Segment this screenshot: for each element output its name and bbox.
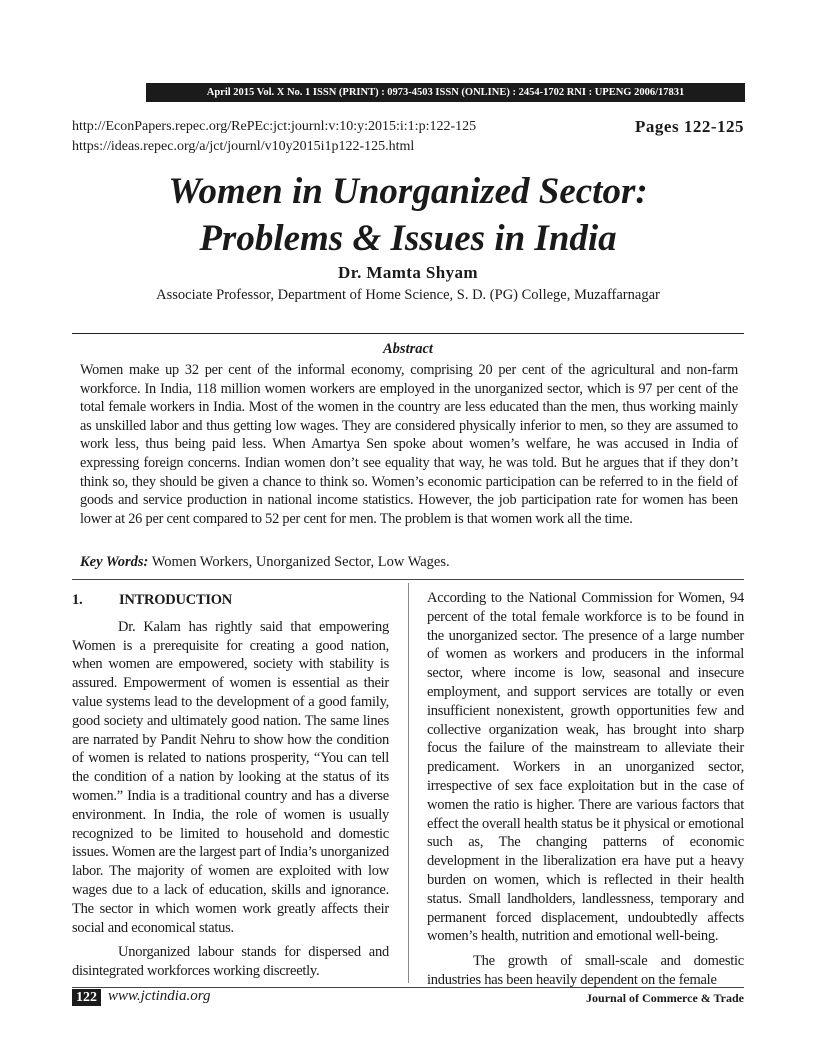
section-number: 1. — [72, 592, 83, 608]
section-heading — [72, 591, 389, 610]
top-divider — [72, 333, 744, 334]
abstract-heading: Abstract — [383, 341, 433, 357]
page-range: Pages 122-125 — [635, 117, 744, 136]
website-link[interactable]: www.jctindia.org — [108, 988, 211, 1004]
right-column — [427, 589, 744, 990]
author-name: Dr. Mamta Shyam — [338, 263, 478, 282]
keywords — [80, 554, 450, 571]
intro-paragraph-1: Dr. Kalam has rightly said that empowering Women is a prerequisite for creating a good nation, when women are empowered, society with stability is assured. Empowerment of women is essential as their value systems lead to the development of a good family, good society and ultimately good nation. The same lines are narrated by Pandit Nehru to show how the condition of women is related to nations prosperity, “You can tell the condition of a nation by looking at the status of its women.” India is a traditional country and has a diverse environment. In India, the role of women is usually recognized to be limited to household and domestic issues. Women are the largest part of India’s unorganized labor. The majority of women are exploited with low wages due to a lack of education, skills and ignorance. The sector in which women work greatly affects their social and economical status. — [72, 618, 389, 936]
econpapers-link[interactable]: http://EconPapers.repec.org/RePEc:jct:journl:v:10:y:2015:i:1:p:122-125 — [72, 119, 477, 134]
article-title — [72, 168, 744, 262]
keywords-label: Key Words: — [80, 554, 149, 570]
author-affiliation: Associate Professor, Department of Home Science, S. D. (PG) College, Muzaffarnagar — [156, 287, 660, 303]
abstract-text: Women make up 32 per cent of the informal economy, comprising 20 per cent of the agricultural and non-farm workforce. In India, 118 million women workers are employed in the unorganized sector, which is 97 per cent of the total female workers in India. Most of the women in the country are less educated than the men, thus working mainly as unskilled labor and thus getting low wages. They are considered physically inferior to men, so they are assumed to work less, thus being paid less. When Amartya Sen spoke about women’s welfare, he was accused in India of expressing foreign concerns. Indian women don’t see equality that way, he was told. But he argues that if they don’t think so, they should be given a chance to think so. Women’s economic participation can be referred to in the field of goods and service production in national income statistics. However, the job participation rate for women has been lower at 26 per cent compared to 52 per cent for men. The problem is that women work all the time. — [80, 362, 738, 527]
intro-paragraph-2: Unorganized labour stands for dispersed and disintegrated workforces working discreetly. — [72, 944, 389, 980]
body-paragraph-1: According to the National Commission for Women, 94 percent of the total female workforce is to be found in the unorganized sector. The presence of a large number of women as workers and producers in the informal sector, where income is low, seasonal and insecure employment, and support services are totally or even insufficient nonexistent, growth opportunities few and collective organization weak, has brought into sharp focus the failure of the mainstream to alleviate their predicament. Workers in an unorganized sector, irrespective of sex face exploitation but in the case of women the ratio is higher. There are various factors that effect the overall health status be it physical or emotional such as, The changing patterns of economic development in the liberalization era have put a heavy burden on women, which is reflected in their health status. Small landholders, landlessness, temporary and permanent forced displacement, undoubtedly affects women’s health, nutrition and emotional well-being. — [427, 590, 744, 945]
article-urls — [72, 117, 476, 157]
ideas-repec-link[interactable]: https://ideas.repec.org/a/jct/journl/v10y2015i1p122-125.html — [72, 139, 415, 154]
journal-name: Journal of Commerce & Trade — [586, 991, 744, 1005]
body-paragraph-2: The growth of small-scale and domestic industries has been heavily dependent on the female — [427, 953, 744, 988]
abstract-divider — [72, 579, 744, 580]
left-column — [72, 591, 389, 981]
title-line-2: Problems & Issues in India — [199, 218, 617, 259]
title-line-1: Women in Unorganized Sector: — [168, 171, 648, 212]
issue-info-bar: April 2015 Vol. X No. 1 ISSN (PRINT) : 0973-4503 ISSN (ONLINE) : 2454-1702 RNI : UPENG 2006/17831 — [146, 83, 745, 102]
column-divider — [408, 583, 409, 983]
section-title: INTRODUCTION — [119, 592, 233, 608]
keywords-list: Women Workers, Unorganized Sector, Low Wages. — [148, 554, 450, 570]
page-number: 122 — [72, 989, 101, 1006]
